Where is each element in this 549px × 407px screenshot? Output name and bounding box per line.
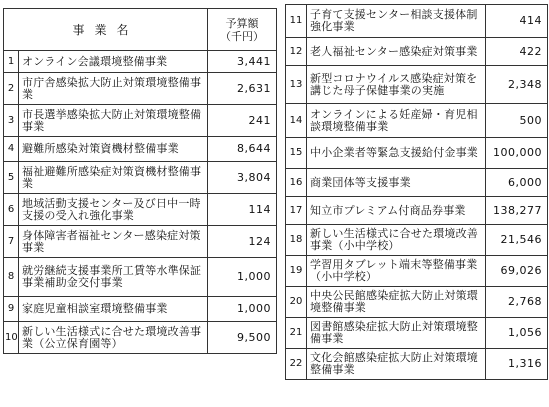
project-name: 学習用タブレット端末等整備事業（小中学校） bbox=[307, 256, 486, 287]
table-header bbox=[4, 9, 277, 51]
budget-amount: 1,000 bbox=[208, 258, 277, 297]
project-name: 新型コロナウイルス感染症対策を講じた母子保健事業の実施 bbox=[307, 66, 486, 104]
table-row bbox=[286, 197, 548, 225]
row-number: 11 bbox=[286, 5, 307, 38]
project-name: 避難所感染対策資機材整備事業 bbox=[19, 137, 208, 162]
row-number: 21 bbox=[286, 318, 307, 349]
project-name: 文化会館感染症拡大防止対策環境整備事業 bbox=[307, 349, 486, 380]
row-number: 1 bbox=[4, 51, 19, 73]
table-row bbox=[286, 66, 548, 104]
project-name: 市庁舎感染拡大防止対策環境整備事業 bbox=[19, 73, 208, 105]
project-name: オンラインによる妊産婦・育児相談環境整備事業 bbox=[307, 104, 486, 138]
project-name: 新しい生活様式に合せた環境改善事業（小中学校） bbox=[307, 225, 486, 256]
row-number: 2 bbox=[4, 73, 19, 105]
budget-amount: 8,644 bbox=[208, 137, 277, 162]
header-budget bbox=[208, 9, 277, 51]
budget-table-left bbox=[3, 8, 277, 354]
project-name: 知立市プレミアム付商品券事業 bbox=[307, 197, 486, 225]
budget-amount: 241 bbox=[208, 105, 277, 137]
table-row bbox=[286, 38, 548, 66]
table-row bbox=[286, 349, 548, 380]
budget-amount: 414 bbox=[486, 5, 548, 38]
budget-amount: 3,441 bbox=[208, 51, 277, 73]
project-name: 身体障害者福祉センター感染症対策事業 bbox=[19, 226, 208, 258]
project-name: 新しい生活様式に合せた環境改善事業（公立保育園等） bbox=[19, 322, 208, 354]
row-number: 15 bbox=[286, 138, 307, 169]
table-row bbox=[286, 138, 548, 169]
table-row bbox=[286, 104, 548, 138]
table-row bbox=[4, 226, 277, 258]
table-row bbox=[286, 287, 548, 318]
budget-amount: 2,348 bbox=[486, 66, 548, 104]
row-number: 19 bbox=[286, 256, 307, 287]
row-number: 5 bbox=[4, 162, 19, 194]
row-number: 18 bbox=[286, 225, 307, 256]
row-number: 16 bbox=[286, 169, 307, 197]
project-name: 子育て支援センター相談支援体制強化事業 bbox=[307, 5, 486, 38]
budget-amount: 422 bbox=[486, 38, 548, 66]
budget-amount: 138,277 bbox=[486, 197, 548, 225]
project-name: 市長選挙感染拡大防止対策環境整備事業 bbox=[19, 105, 208, 137]
table-row bbox=[286, 5, 548, 38]
project-name: 商業団体等支援事業 bbox=[307, 169, 486, 197]
budget-amount: 500 bbox=[486, 104, 548, 138]
budget-amount: 124 bbox=[208, 226, 277, 258]
project-name: オンライン会議環境整備事業 bbox=[19, 51, 208, 73]
header-budget-label: 予算額 bbox=[225, 16, 259, 30]
table-row bbox=[4, 51, 277, 73]
project-name: 図書館感染症拡大防止対策環境整備事業 bbox=[307, 318, 486, 349]
budget-amount: 6,000 bbox=[486, 169, 548, 197]
header-budget-unit: （千円） bbox=[220, 29, 265, 43]
budget-amount: 100,000 bbox=[486, 138, 548, 169]
table-row bbox=[4, 162, 277, 194]
row-number: 9 bbox=[4, 297, 19, 322]
table-row bbox=[286, 256, 548, 287]
budget-amount: 9,500 bbox=[208, 322, 277, 354]
budget-table-right bbox=[285, 4, 548, 380]
table-row bbox=[286, 225, 548, 256]
table-row bbox=[286, 169, 548, 197]
table-row bbox=[4, 194, 277, 226]
row-number: 6 bbox=[4, 194, 19, 226]
budget-amount: 1,316 bbox=[486, 349, 548, 380]
row-number: 7 bbox=[4, 226, 19, 258]
budget-amount: 114 bbox=[208, 194, 277, 226]
budget-amount: 21,546 bbox=[486, 225, 548, 256]
budget-amount: 1,000 bbox=[208, 297, 277, 322]
row-number: 20 bbox=[286, 287, 307, 318]
project-name: 福祉避難所感染症対策資機材整備事業 bbox=[19, 162, 208, 194]
table-row bbox=[286, 318, 548, 349]
project-name: 中小企業者等緊急支援給付金事業 bbox=[307, 138, 486, 169]
table-row bbox=[4, 322, 277, 354]
project-name: 地域活動支援センター及び日中一時支援の受入れ強化事業 bbox=[19, 194, 208, 226]
budget-amount: 2,631 bbox=[208, 73, 277, 105]
row-number: 13 bbox=[286, 66, 307, 104]
budget-amount: 2,768 bbox=[486, 287, 548, 318]
project-name: 就労継続支援事業所工賃等水準保証事業補助金交付事業 bbox=[19, 258, 208, 297]
budget-amount: 1,056 bbox=[486, 318, 548, 349]
row-number: 17 bbox=[286, 197, 307, 225]
row-number: 22 bbox=[286, 349, 307, 380]
table-row bbox=[4, 105, 277, 137]
table-row bbox=[4, 258, 277, 297]
row-number: 4 bbox=[4, 137, 19, 162]
row-number: 14 bbox=[286, 104, 307, 138]
header-project-name: 事業名 bbox=[4, 9, 208, 51]
project-name: 中央公民館感染症拡大防止対策環境整備事業 bbox=[307, 287, 486, 318]
table-row bbox=[4, 73, 277, 105]
project-name: 家庭児童相談室環境整備事業 bbox=[19, 297, 208, 322]
project-name: 老人福祉センター感染症対策事業 bbox=[307, 38, 486, 66]
row-number: 10 bbox=[4, 322, 19, 354]
budget-amount: 3,804 bbox=[208, 162, 277, 194]
table-row bbox=[4, 137, 277, 162]
row-number: 3 bbox=[4, 105, 19, 137]
row-number: 12 bbox=[286, 38, 307, 66]
budget-amount: 69,026 bbox=[486, 256, 548, 287]
row-number: 8 bbox=[4, 258, 19, 297]
table-row bbox=[4, 297, 277, 322]
